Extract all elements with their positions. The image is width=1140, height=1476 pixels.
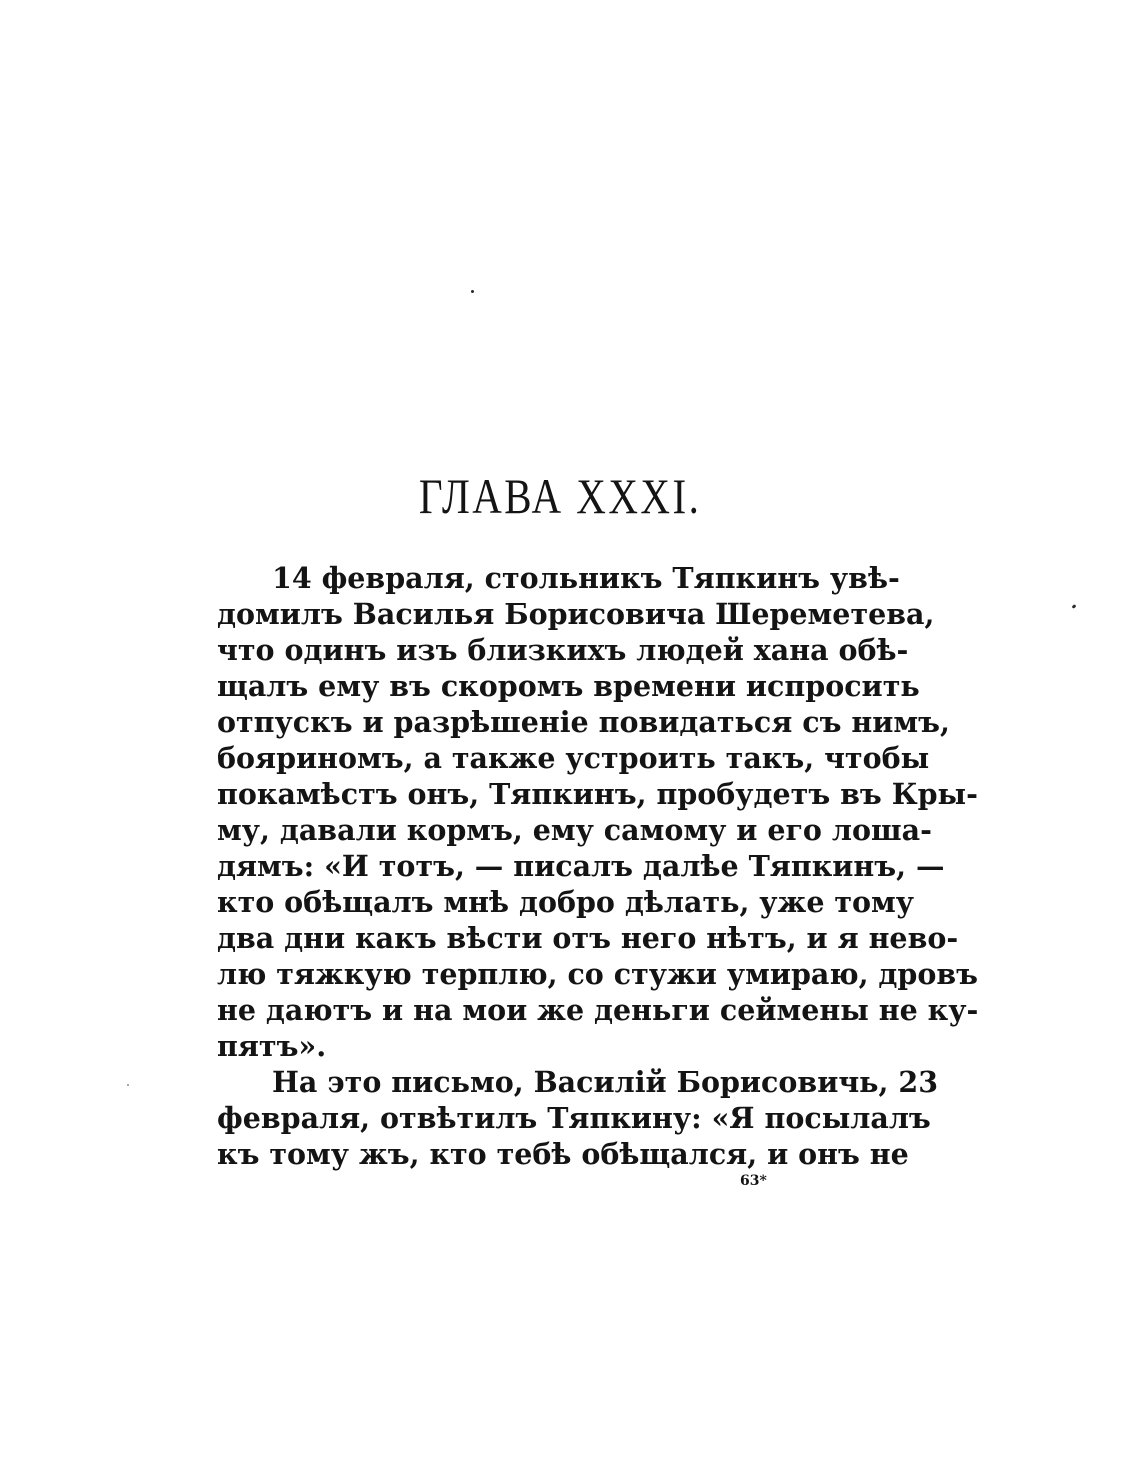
- chapter-title: ГЛАВА XXXI.: [418, 468, 702, 524]
- text-line: домилъ Василья Борисовича Шереметева,: [217, 597, 935, 631]
- text-line: дямъ: «И тотъ, — писалъ далѣе Тяпкинъ, —: [217, 849, 945, 883]
- ink-speck: [1072, 604, 1077, 609]
- page-number: 63*: [740, 1173, 767, 1189]
- text-line: два дни какъ вѣсти отъ него нѣтъ, и я нево-: [217, 921, 959, 955]
- ink-speck: [471, 290, 474, 293]
- text-line: къ тому жъ, кто тебѣ обѣщался, и онъ не: [217, 1137, 909, 1171]
- text-line: бояриномъ, а также устроить такъ, чтобы: [217, 741, 930, 775]
- text-line: что одинъ изъ близкихъ людей хана обѣ-: [217, 633, 909, 667]
- text-line: кто обѣщалъ мнѣ добро дѣлать, уже тому: [217, 885, 915, 919]
- text-line: му, давали кормъ, ему самому и его лоша-: [217, 813, 932, 847]
- text-line: покамѣстъ онъ, Тяпкинъ, пробудетъ въ Кры-: [217, 777, 978, 811]
- text-line: февраля, отвѣтилъ Тяпкину: «Я посылалъ: [217, 1101, 931, 1135]
- text-line: На это письмо, Василій Борисовичь, 23: [272, 1065, 939, 1099]
- text-line: пятъ».: [217, 1029, 327, 1063]
- text-line: лю тяжкую терплю, со стужи умираю, дровъ: [217, 957, 979, 991]
- text-line: не даютъ и на мои же деньги сеймены не ку-: [217, 993, 979, 1027]
- text-line: щалъ ему въ скоромъ времени испросить: [217, 669, 920, 703]
- body-text: [217, 560, 979, 1172]
- text-line: отпускъ и разрѣшеніе повидаться съ нимъ,: [217, 705, 950, 739]
- ink-speck: [127, 1084, 129, 1086]
- text-line: 14 февраля, стольникъ Тяпкинъ увѣ-: [272, 561, 900, 595]
